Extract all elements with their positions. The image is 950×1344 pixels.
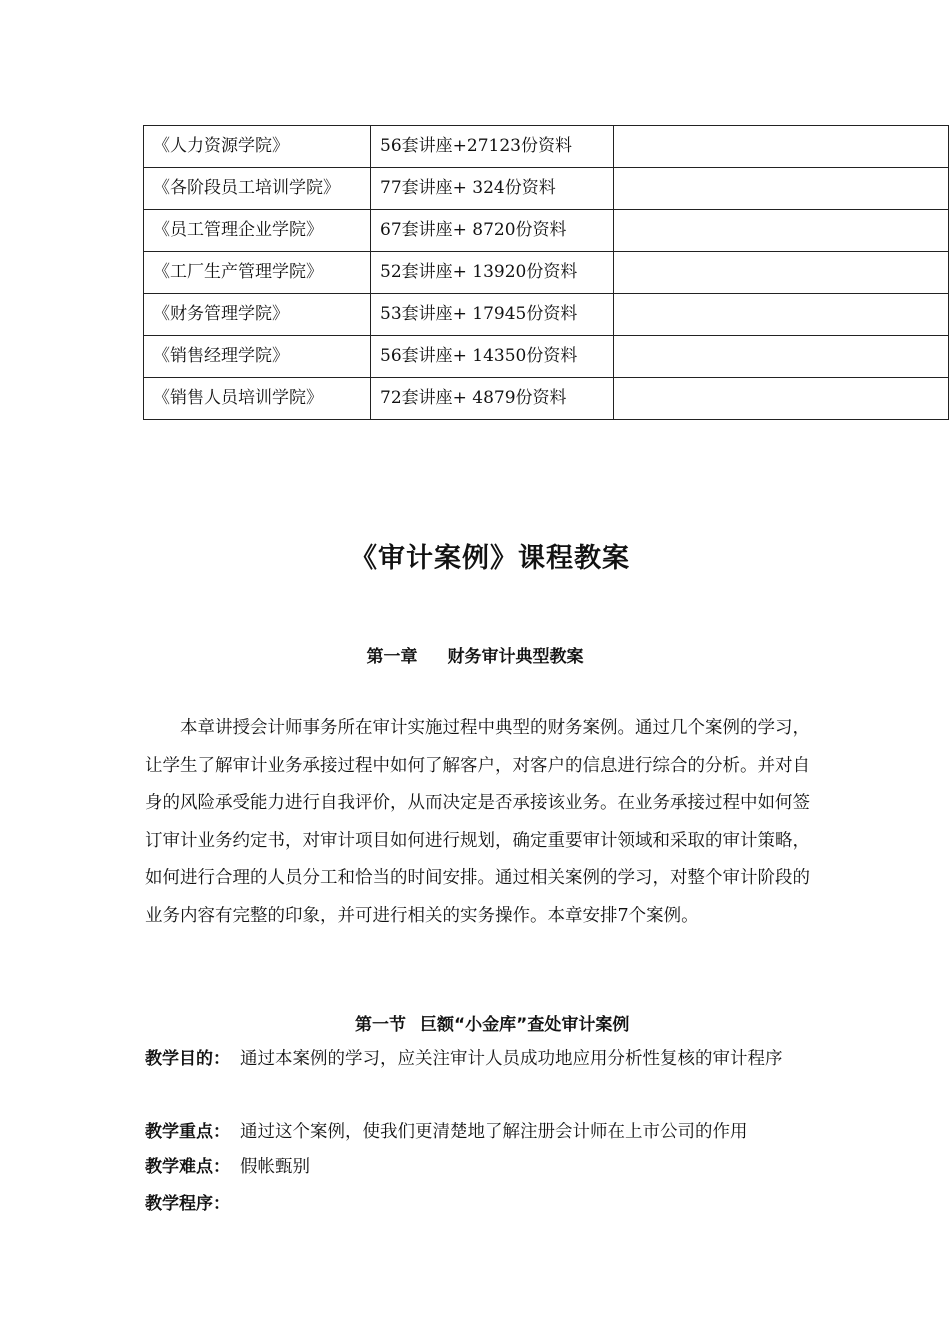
teaching-key-points-text: 通过这个案例，使我们更清楚地了解注册会计师在上市公司的作用 bbox=[240, 1122, 748, 1142]
catalog-course-name: 《员工管理企业学院》 bbox=[144, 210, 371, 252]
intro-paragraph: 本章讲授会计师事务所在审计实施过程中典型的财务案例。通过几个案例的学习，让学生了解审计业务承接过程中如何了解客户，对客户的信息进行综合的分析。并对自身的风险承受能力进行自我评价，从而决定是否承接该业务。在业务承接过程中如何签订审计业务约定书，对审计项目如何进行规划，确定重要审计领域和采取的审计策略，如何进行合理的人员分工和恰当的时间安排。通过相关案例的学习，对整个审计阶段的业务内容有完整的印象，并可进行相关的实务操作。本章安排7个案例。 bbox=[145, 718, 810, 926]
catalog-course-content: 56套讲座+27123份资料 bbox=[371, 126, 614, 168]
teaching-key-points-label: 教学重点： bbox=[145, 1122, 230, 1142]
catalog-course-name: 《销售经理学院》 bbox=[144, 336, 371, 378]
teaching-objective bbox=[145, 1041, 810, 1078]
catalog-course-name: 《工厂生产管理学院》 bbox=[144, 252, 371, 294]
teaching-difficulty-label: 教学难点： bbox=[145, 1157, 230, 1177]
catalog-course-note bbox=[614, 336, 949, 378]
table-row bbox=[144, 378, 949, 420]
chapter-heading bbox=[0, 642, 950, 667]
table-row bbox=[144, 252, 949, 294]
catalog-course-content: 72套讲座+ 4879份资料 bbox=[371, 378, 614, 420]
section-number: 第一节 bbox=[355, 1015, 406, 1035]
document-title: 《审计案例》课程教案 bbox=[350, 543, 630, 574]
catalog-course-content: 67套讲座+ 8720份资料 bbox=[371, 210, 614, 252]
teaching-difficulty bbox=[145, 1149, 810, 1186]
teaching-procedure-label: 教学程序： bbox=[145, 1194, 230, 1214]
teaching-key-points bbox=[145, 1114, 810, 1151]
catalog-course-content: 77套讲座+ 324份资料 bbox=[371, 168, 614, 210]
teaching-objective-label: 教学目的： bbox=[145, 1049, 230, 1069]
catalog-course-name: 《财务管理学院》 bbox=[144, 294, 371, 336]
table-row bbox=[144, 168, 949, 210]
section-heading bbox=[355, 1010, 629, 1035]
catalog-course-name: 《人力资源学院》 bbox=[144, 126, 371, 168]
catalog-course-content: 53套讲座+ 17945份资料 bbox=[371, 294, 614, 336]
catalog-course-name: 《销售人员培训学院》 bbox=[144, 378, 371, 420]
table-row bbox=[144, 294, 949, 336]
table-row bbox=[144, 210, 949, 252]
teaching-difficulty-text: 假帐甄别 bbox=[240, 1157, 310, 1177]
section-title: 巨额“小金库”查处审计案例 bbox=[420, 1015, 630, 1035]
catalog-table bbox=[143, 125, 949, 420]
catalog-course-note bbox=[614, 126, 949, 168]
catalog-course-note bbox=[614, 252, 949, 294]
chapter-number: 第一章 bbox=[366, 647, 418, 667]
catalog-course-content: 52套讲座+ 13920份资料 bbox=[371, 252, 614, 294]
table-row bbox=[144, 336, 949, 378]
chapter-title: 财务审计典型教案 bbox=[447, 647, 584, 667]
catalog-course-note bbox=[614, 210, 949, 252]
catalog-course-note bbox=[614, 294, 949, 336]
table-row bbox=[144, 126, 949, 168]
teaching-objective-text: 通过本案例的学习，应关注审计人员成功地应用分析性复核的审计程序 bbox=[240, 1049, 783, 1069]
catalog-course-name: 《各阶段员工培训学院》 bbox=[144, 168, 371, 210]
catalog-course-note bbox=[614, 168, 949, 210]
catalog-course-note bbox=[614, 378, 949, 420]
catalog-course-content: 56套讲座+ 14350份资料 bbox=[371, 336, 614, 378]
